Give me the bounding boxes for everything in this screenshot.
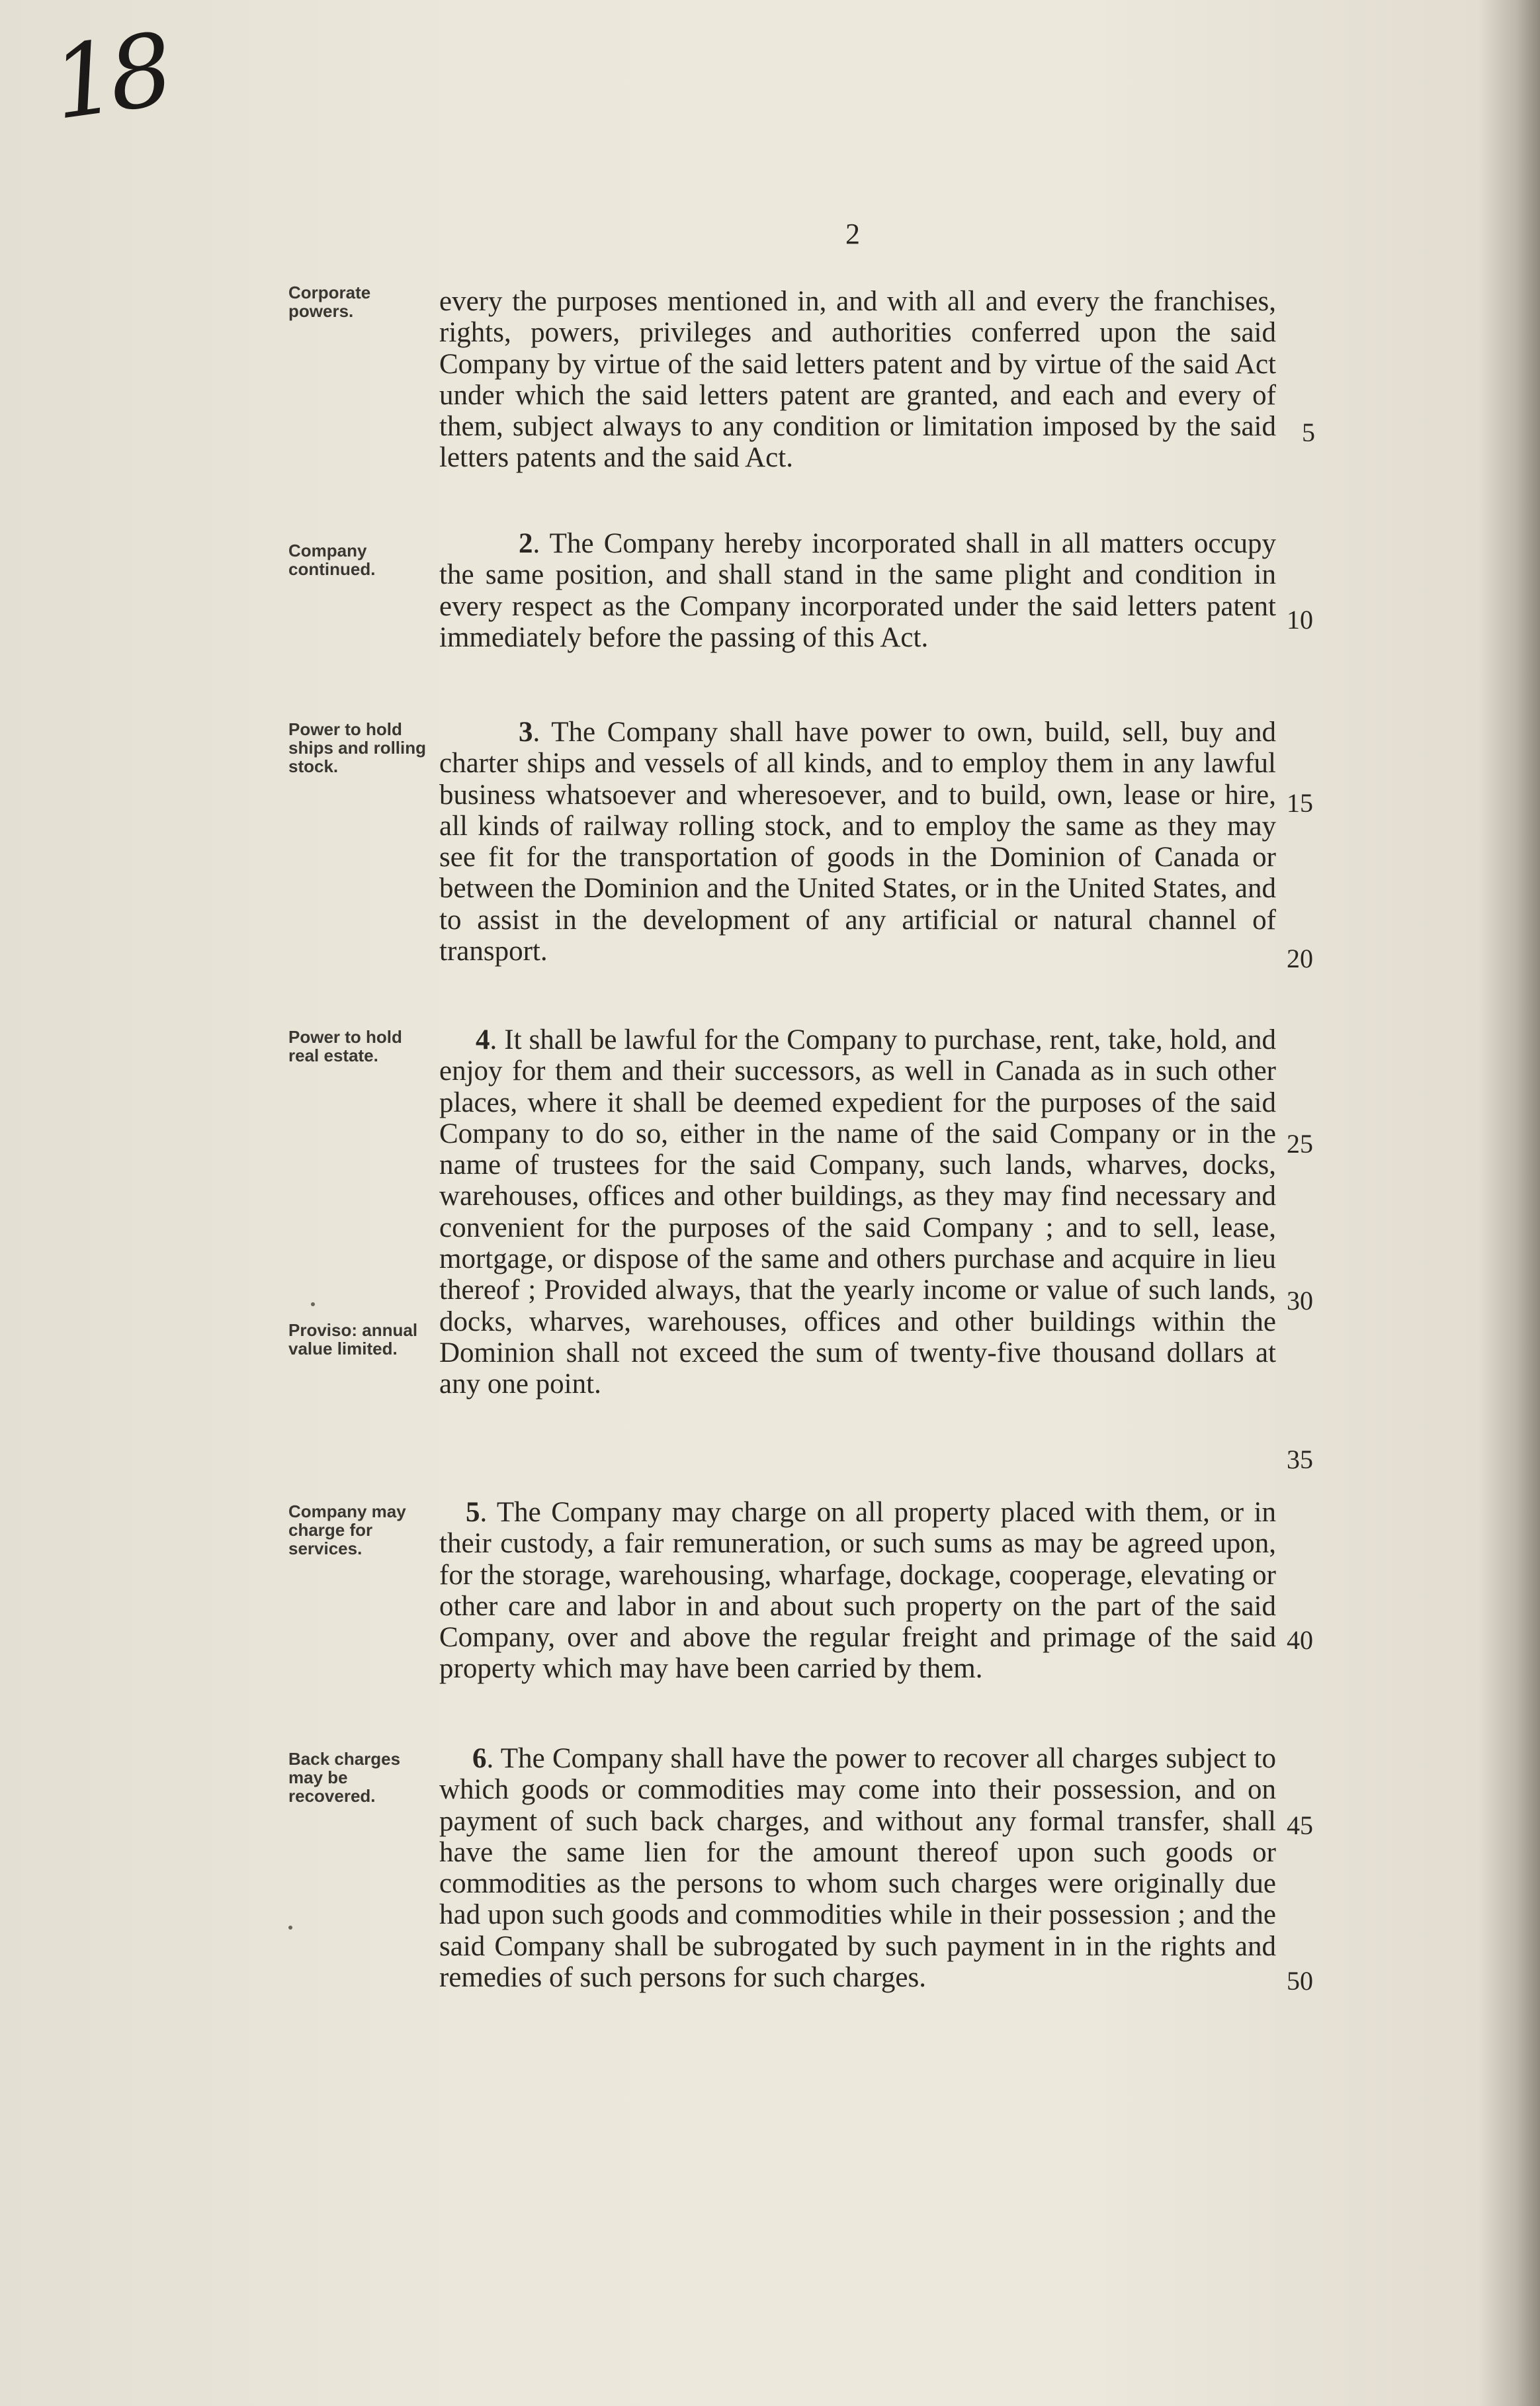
- line-number: 15: [1287, 788, 1313, 818]
- section-text: . The Company shall have the power to recover all charges subject to which goods or commodities may come into their possession, and on payment of such back charges, and without any formal transfer, shall have the same lien for the amount thereof upon such goods or commodities as the persons to whom such charges were originally due had upon such goods and commodities while in their possession ; and the said Company shall be subrogated by such payment in in the rights and remedies of such persons for such charges.: [439, 1743, 1276, 1994]
- margin-note-company-continued: Company continued.: [288, 541, 376, 579]
- line-number: 35: [1287, 1445, 1313, 1474]
- section-number: 5: [466, 1497, 480, 1528]
- section-5: [439, 1497, 1276, 1685]
- stray-mark: [288, 1926, 292, 1930]
- section-number: 4: [476, 1024, 490, 1055]
- margin-note-corporate-powers: Corporate powers.: [288, 283, 371, 321]
- line-number: 30: [1287, 1286, 1313, 1315]
- section-text: every the purposes mentioned in, and with all and every the franchises, rights, powers, privileges and authorities conferred upon the said Company by virtue of the said letters patent and by virtue of the said Act under which the said letters patent are granted, and each and every of them, subject always to any condition or limitation imposed by the said letters patents and the said Act.: [439, 286, 1276, 474]
- stray-mark: [311, 1302, 315, 1306]
- line-number: 5: [1302, 418, 1315, 447]
- margin-note-charge-services: Company may charge for services.: [288, 1501, 406, 1558]
- margin-note-back-charges: Back charges may be recovered.: [288, 1749, 401, 1806]
- section-text: . It shall be lawful for the Company to purchase, rent, take, hold, and enjoy for them and their successors, as well in Canada as in such other places, where it shall be deemed expedient for the purposes of the said Company to do so, either in the name of the said Company or in the name of trustees for the said Company, such lands, wharves, docks, warehouses, offices and other buildings, as they may find necessary and convenient for the purposes of the said Company ; and to sell, lease, mortgage, or dispose of the same and others purchase and acquire in lieu thereof ; Provided always, that the yearly income or value of such lands, docks, wharves, warehouses, offices and other buildings within the Dominion shall not exceed the sum of twenty-five thousand dollars at any one point.: [439, 1024, 1276, 1400]
- line-number: 45: [1287, 1810, 1313, 1840]
- section-intro: [439, 286, 1276, 474]
- section-text: . The Company shall have power to own, build, sell, buy and charter ships and vessels of all kinds, and to employ them in any lawful business whatsoever and wheresoever, and to build, own, lease or hire, all kinds of railway rolling stock, and to employ the same as they may see fit for the transportation of goods in the Dominion of Canada or between the Dominion and the United States, or in the United States, and to assist in the development of any artificial or natural channel of transport.: [439, 717, 1276, 967]
- line-number: 25: [1287, 1129, 1313, 1159]
- line-number: 10: [1287, 605, 1313, 635]
- line-number: 20: [1287, 944, 1313, 973]
- line-number: 40: [1287, 1625, 1313, 1655]
- section-6: [439, 1743, 1276, 1993]
- section-3: [439, 717, 1276, 967]
- handwritten-page-number: 18: [45, 12, 174, 143]
- section-number: 3: [519, 717, 533, 748]
- margin-note-ships-rolling-stock: Power to hold ships and rolling stock.: [288, 719, 427, 776]
- margin-note-proviso: Proviso: annual value limited.: [288, 1320, 418, 1359]
- section-number: 2: [519, 528, 533, 559]
- margin-note-real-estate: Power to hold real estate.: [288, 1027, 402, 1065]
- section-text: . The Company may charge on all property placed with them, or in their custody, a fair remuneration, or such sums as may be agreed upon, for the storage, warehousing, wharfage, dockage, cooperage, elevating or other care and labor in and about such property on the part of the said Company, over and above the regular freight and primage of the said property which may have been carried by them.: [439, 1497, 1276, 1685]
- section-4: [439, 1024, 1276, 1400]
- section-number: 6: [472, 1743, 487, 1774]
- section-text: . The Company hereby incorporated shall in all matters occupy the same position, and shall stand in the same plight and condition in every respect as the Company incorporated under the said letters patent immediately before the passing of this Act.: [439, 528, 1276, 653]
- section-2: [439, 528, 1276, 653]
- page-number: 2: [845, 218, 860, 250]
- line-number: 50: [1287, 1966, 1313, 1996]
